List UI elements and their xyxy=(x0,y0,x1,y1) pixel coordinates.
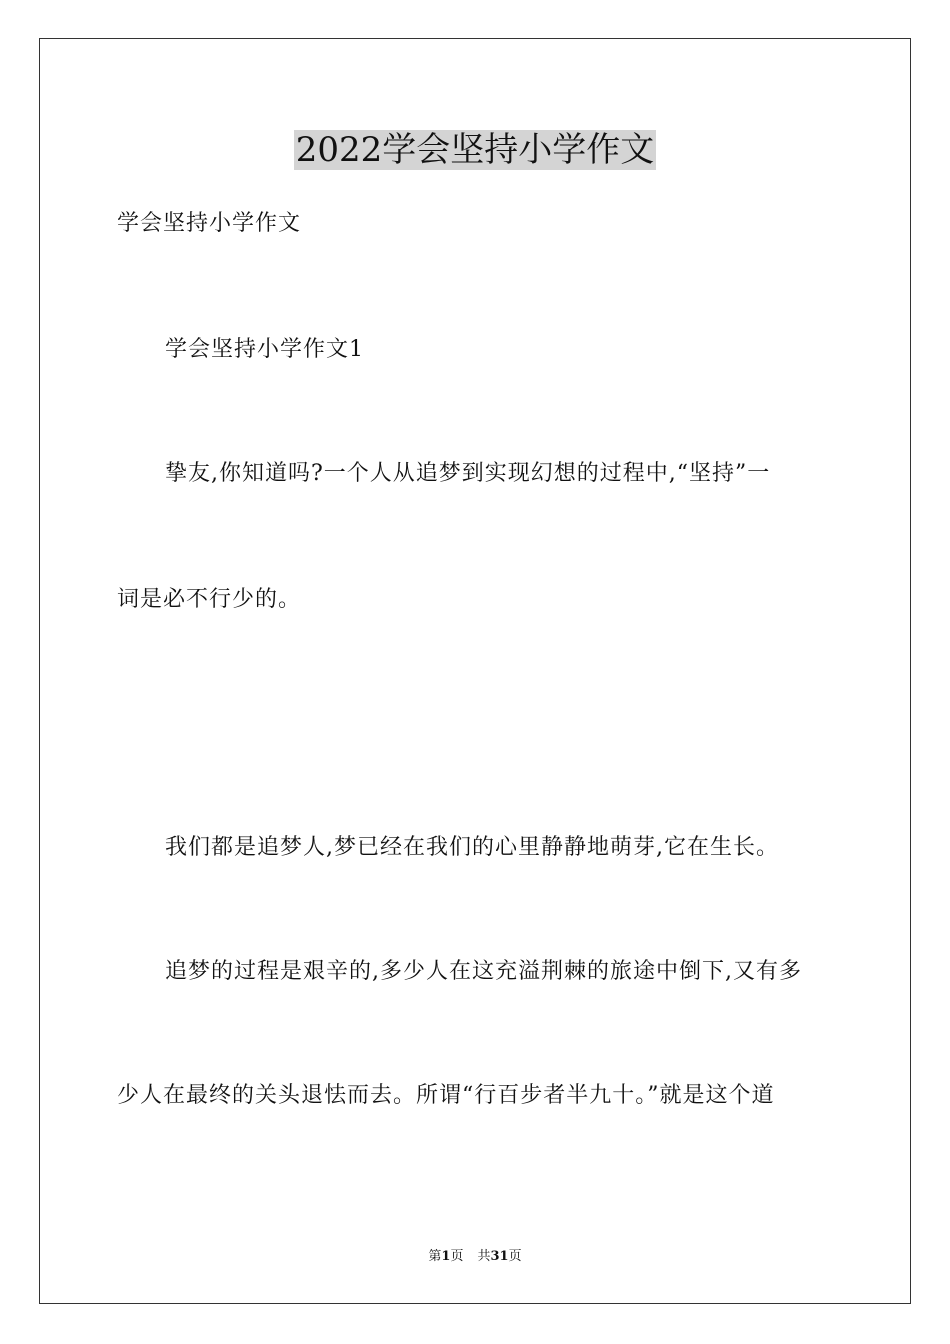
page-footer xyxy=(0,1248,950,1266)
document-title-text: 2022学会坚持小学作文 xyxy=(295,130,655,170)
paragraph-1-line-2: 词是必不行少的。 xyxy=(117,587,302,612)
footer-total-pages: 31 xyxy=(490,1249,509,1264)
section-heading: 学会坚持小学作文1 xyxy=(165,337,364,362)
footer-page-number: 1 xyxy=(441,1249,451,1264)
paragraph-2-line-1: 我们都是追梦人,梦已经在我们的心里静静地萌芽,它在生长。 xyxy=(165,835,779,860)
footer-page-suffix: 页 xyxy=(450,1249,464,1264)
document-subtitle: 学会坚持小学作文 xyxy=(117,211,302,236)
paragraph-1-line-1: 挚友,你知道吗?一个人从追梦到实现幻想的过程中,“坚持”一 xyxy=(165,461,771,486)
footer-total-suffix: 页 xyxy=(508,1249,522,1264)
paragraph-3-line-1: 追梦的过程是艰辛的,多少人在这充溢荆棘的旅途中倒下,又有多 xyxy=(165,959,802,984)
document-title xyxy=(0,128,950,172)
footer-page-prefix: 第 xyxy=(428,1249,442,1264)
footer-total-prefix: 共 xyxy=(477,1249,491,1264)
paragraph-3-line-2: 少人在最终的关头退怯而去。所谓“行百步者半九十。”就是这个道 xyxy=(117,1083,775,1108)
